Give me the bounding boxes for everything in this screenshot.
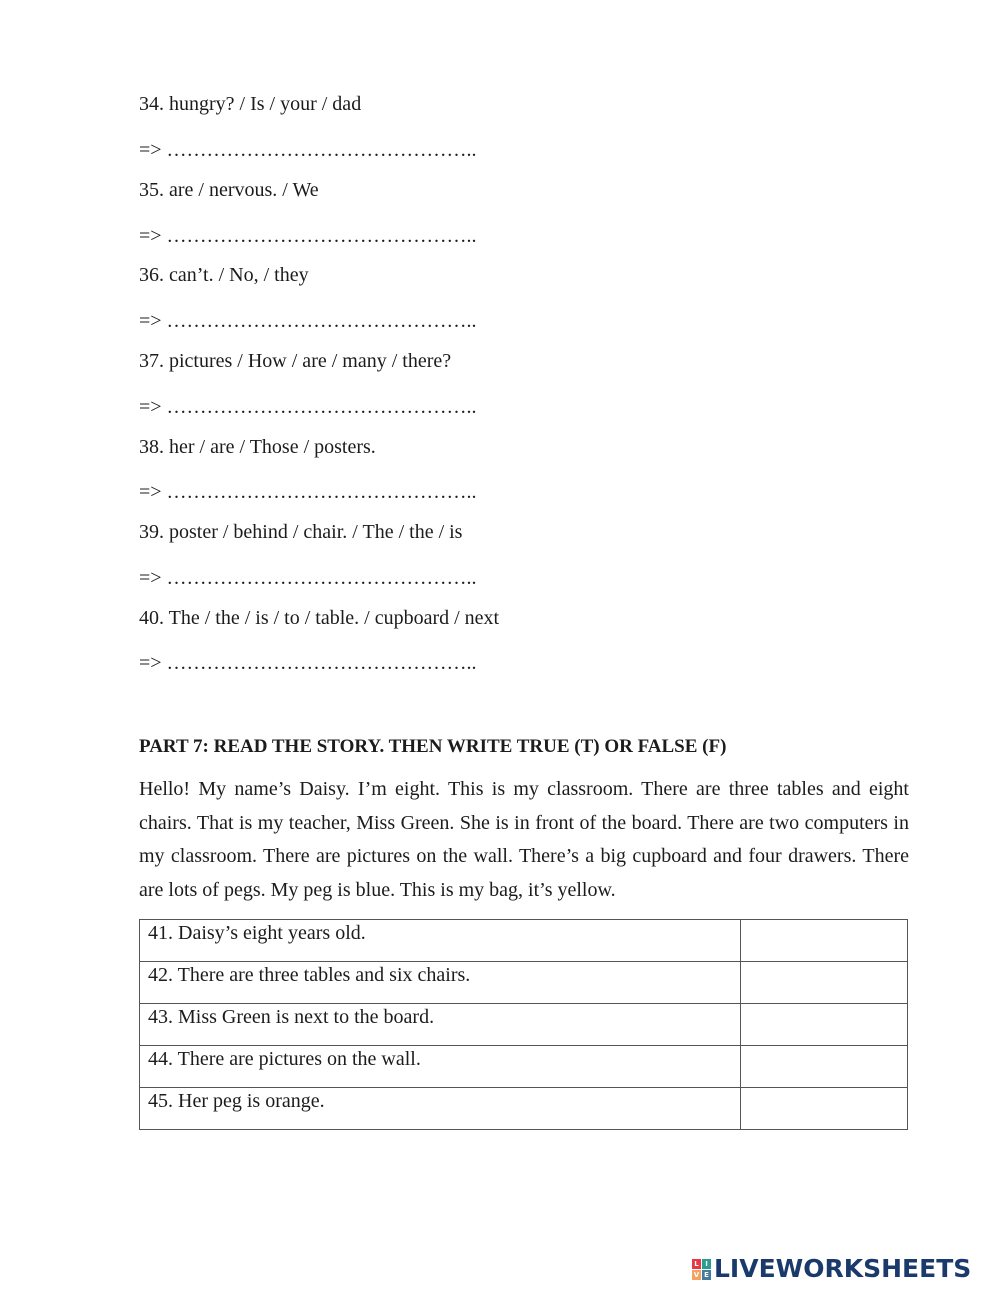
table-row [140,920,908,962]
answer-cell[interactable] [741,920,908,962]
liveworksheets-logo-icon [692,1259,711,1280]
logo-tile: V [693,1270,700,1279]
table-row [140,1004,908,1046]
answer-line[interactable]: => ……………………………………….. [139,310,477,332]
exercise-prompt: 38. her / are / Those / posters. [139,436,376,458]
table-row [140,1088,908,1130]
exercise-prompt: 40. The / the / is / to / table. / cupboard / next [139,607,500,629]
logo-tile: E [702,1270,711,1280]
table-row [140,1046,908,1088]
answer-cell[interactable] [741,962,908,1004]
statement-cell: 43. Miss Green is next to the board. [140,1004,741,1046]
exercise-prompt: 36. can’t. / No, / they [139,264,309,286]
logo-text: LIVEWORKSHEETS [714,1254,972,1283]
part7-title: PART 7: READ THE STORY. THEN WRITE TRUE (T) OR FALSE (F) [139,736,727,757]
answer-line[interactable]: => ……………………………………….. [139,225,477,247]
statement-cell: 41. Daisy’s eight years old. [140,920,741,962]
liveworksheets-logo [692,1253,971,1285]
table-row [140,962,908,1004]
exercise-prompt: 39. poster / behind / chair. / The / the / is [139,521,463,543]
exercise-prompt: 37. pictures / How / are / many / there? [139,350,452,372]
statement-cell: 45. Her peg is orange. [140,1088,741,1130]
true-false-table [139,919,908,1130]
statement-cell: 42. There are three tables and six chairs. [140,962,741,1004]
logo-tile: I [702,1259,711,1269]
exercise-prompt: 35. are / nervous. / We [139,179,319,201]
answer-line[interactable]: => ……………………………………….. [139,567,477,589]
story-text: Hello! My name’s Daisy. I’m eight. This is my classroom. There are three tables and eight chairs. That is my teacher, Miss Green. She is in front of the board. There are two computers in my classroom. There are pictures on the wall. There’s a big cupboard and four drawers. There are lots of pegs. My peg is blue. This is my bag, it’s yellow. [139,778,909,901]
logo-tile: L [692,1259,701,1269]
answer-line[interactable]: => ……………………………………….. [139,652,477,674]
answer-cell[interactable] [741,1088,908,1130]
answer-cell[interactable] [741,1004,908,1046]
answer-line[interactable]: => ……………………………………….. [139,139,477,161]
answer-line[interactable]: => ……………………………………….. [139,396,477,418]
statement-cell: 44. There are pictures on the wall. [140,1046,741,1088]
exercise-prompt: 34. hungry? / Is / your / dad [139,93,362,115]
answer-line[interactable]: => ……………………………………….. [139,481,477,503]
answer-cell[interactable] [741,1046,908,1088]
